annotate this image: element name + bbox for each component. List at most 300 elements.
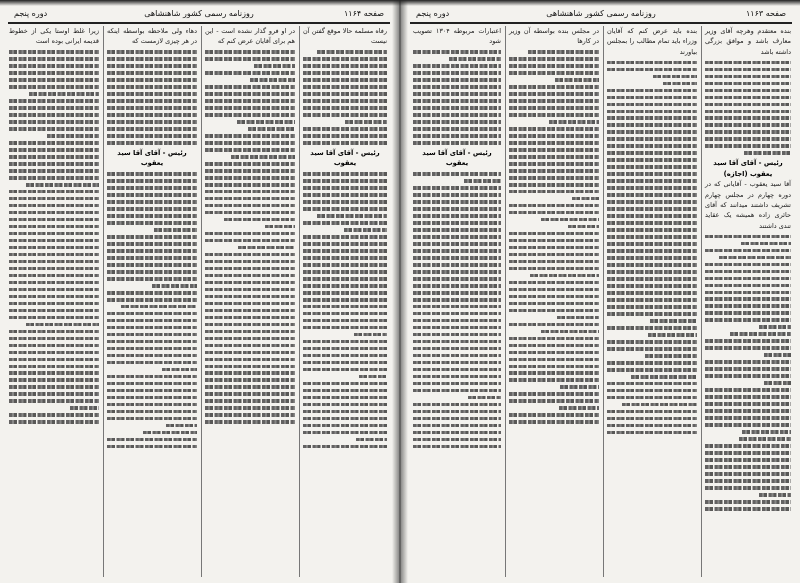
- text-line: [607, 361, 697, 365]
- text-line: [205, 413, 295, 417]
- text-line: [413, 389, 501, 393]
- text-line: [413, 228, 501, 232]
- text-line: [607, 116, 697, 120]
- text-line: [705, 235, 791, 239]
- text-line: [705, 346, 791, 350]
- text-line: [205, 420, 295, 424]
- text-line: [607, 214, 697, 218]
- text-line: [9, 302, 99, 306]
- text-line: [741, 242, 791, 246]
- text-line: [107, 106, 197, 110]
- text-line: [607, 137, 697, 141]
- text-line: [464, 179, 501, 183]
- header-rule: [410, 22, 792, 24]
- text-line: [509, 246, 599, 250]
- text-line: [509, 351, 599, 355]
- text-line: [303, 445, 387, 449]
- text-line: [303, 368, 387, 372]
- text-line: [764, 381, 791, 385]
- text-line: [413, 249, 501, 253]
- text-line: [303, 193, 387, 197]
- text-line: [107, 207, 197, 211]
- text-line: [9, 85, 99, 89]
- text-line: [205, 71, 295, 75]
- text-line: [607, 123, 697, 127]
- text-line: [705, 388, 791, 392]
- text-line: [9, 337, 99, 341]
- text-line: [509, 183, 599, 187]
- text-line: [705, 291, 791, 295]
- text-line: [162, 368, 197, 372]
- text-line: [205, 274, 295, 278]
- text-line: [205, 204, 295, 208]
- text-line: [705, 297, 791, 301]
- text-column: [202, 26, 298, 579]
- text-line: [205, 99, 295, 103]
- text-line: [509, 190, 599, 194]
- text-line: [607, 193, 697, 197]
- text-line: [607, 242, 697, 246]
- text-line: [413, 361, 501, 365]
- text-line: [107, 326, 197, 330]
- text-line: [705, 507, 791, 511]
- newspaper-page-right: [402, 0, 800, 583]
- text-line: [509, 239, 599, 243]
- text-line: [303, 305, 387, 309]
- text-line: [705, 123, 791, 127]
- text-line: [205, 385, 295, 389]
- text-line: [607, 130, 697, 134]
- text-line: [705, 500, 791, 504]
- text-line: [205, 253, 295, 257]
- text-line: [205, 371, 295, 375]
- text-line: [303, 410, 387, 414]
- text-line: [9, 239, 99, 243]
- text-line: [107, 256, 197, 260]
- text-line: [413, 242, 501, 246]
- text-line: [356, 438, 387, 442]
- text-line: [413, 312, 501, 316]
- text-line: [107, 99, 197, 103]
- text-line: [205, 281, 295, 285]
- text-line: [509, 365, 599, 369]
- text-line: [107, 396, 197, 400]
- text-line: [205, 406, 295, 410]
- text-line: [9, 413, 99, 417]
- text-line: [265, 225, 295, 229]
- text-line: [705, 409, 791, 413]
- text-line: [509, 323, 599, 327]
- period-label: دوره پنجم: [14, 9, 48, 18]
- text-line: [107, 263, 197, 267]
- speaker-heading: رئیس - آقای آقا سید یعقوب: [117, 148, 187, 168]
- text-line: [560, 385, 599, 389]
- text-line: [509, 260, 599, 264]
- text-line: [303, 141, 387, 145]
- text-column: [6, 26, 102, 579]
- text-line: [607, 382, 697, 386]
- text-line: [607, 144, 697, 148]
- text-line: [107, 113, 197, 117]
- text-line: [303, 99, 387, 103]
- text-line: [413, 410, 501, 414]
- column-text: رفاه مسلمه حالا موقع گفتن آن نیست: [303, 27, 387, 46]
- text-line: [705, 103, 791, 107]
- text-line: [154, 228, 197, 232]
- text-line: [205, 50, 295, 54]
- text-line: [205, 309, 295, 313]
- text-line: [205, 176, 295, 180]
- text-line: [607, 103, 697, 107]
- text-line: [9, 113, 99, 117]
- text-line: [509, 176, 599, 180]
- text-line: [9, 155, 99, 159]
- text-line: [9, 141, 99, 145]
- text-line: [607, 340, 697, 344]
- text-line: [9, 197, 99, 201]
- newspaper-title: روزنامه رسمی کشور شاهنشاهی: [144, 9, 254, 18]
- text-line: [705, 249, 791, 253]
- text-line: [705, 360, 791, 364]
- text-line: [509, 113, 599, 117]
- text-line: [70, 406, 99, 410]
- text-line: [739, 437, 791, 441]
- text-line: [705, 318, 791, 322]
- text-column: [410, 26, 504, 579]
- text-line: [303, 134, 387, 138]
- text-line: [303, 179, 387, 183]
- text-line: [413, 424, 501, 428]
- newspaper-title: روزنامه رسمی کشور شاهنشاهی: [546, 9, 656, 18]
- text-line: [107, 445, 197, 449]
- text-line: [705, 423, 791, 427]
- text-line: [509, 99, 599, 103]
- text-line: [549, 120, 599, 124]
- text-line: [509, 71, 599, 75]
- text-line: [9, 99, 99, 103]
- text-line: [29, 92, 100, 96]
- text-line: [607, 431, 697, 435]
- text-line: [413, 214, 501, 218]
- text-line: [107, 85, 197, 89]
- text-line: [509, 57, 599, 61]
- text-line: [568, 225, 599, 229]
- text-line: [555, 78, 599, 82]
- text-line: [413, 438, 501, 442]
- text-line: [413, 284, 501, 288]
- text-line: [152, 284, 197, 288]
- text-line: [9, 344, 99, 348]
- text-line: [107, 291, 197, 295]
- text-line: [47, 134, 99, 138]
- text-line: [705, 116, 791, 120]
- text-line: [107, 298, 197, 302]
- column-text: بنده باید عرض کنم که آقایان وزراء باید تمام مطالب را بمجلس بیاورند: [607, 27, 697, 56]
- text-line: [9, 399, 99, 403]
- column-text: اعتبارات مربوطه ۱۳۰۴ تصویب شود: [413, 27, 501, 46]
- text-line: [705, 465, 791, 469]
- text-line: [205, 330, 295, 334]
- text-line: [9, 211, 99, 215]
- text-line: [705, 75, 791, 79]
- text-line: [413, 298, 501, 302]
- text-line: [344, 228, 387, 232]
- text-line: [607, 277, 697, 281]
- text-line: [205, 399, 295, 403]
- text-line: [107, 340, 197, 344]
- text-line: [413, 403, 501, 407]
- text-line: [107, 64, 197, 68]
- text-line: [9, 225, 99, 229]
- text-line: [107, 382, 197, 386]
- text-line: [730, 332, 791, 336]
- text-line: [413, 106, 501, 110]
- text-line: [607, 221, 697, 225]
- text-line: [205, 148, 295, 152]
- text-line: [509, 92, 599, 96]
- text-line: [413, 417, 501, 421]
- text-line: [705, 82, 791, 86]
- text-line: [607, 291, 697, 295]
- text-line: [607, 417, 697, 421]
- text-line: [9, 309, 99, 313]
- text-line: [413, 291, 501, 295]
- text-line: [413, 127, 501, 131]
- speaker-heading: رئیس - آقای آقا سید یعقوب: [310, 148, 380, 168]
- text-line: [9, 288, 99, 292]
- text-line: [413, 99, 501, 103]
- text-line: [413, 382, 501, 386]
- text-line: [205, 113, 295, 117]
- text-line: [719, 256, 791, 260]
- text-line: [205, 92, 295, 96]
- period-label: دوره پنجم: [416, 9, 450, 18]
- text-line: [107, 57, 197, 61]
- text-line: [705, 137, 791, 141]
- page-number: صفحه ۱۱۶۴: [343, 9, 384, 18]
- text-line: [205, 302, 295, 306]
- text-line: [705, 311, 791, 315]
- text-line: [354, 333, 387, 337]
- text-line: [607, 249, 697, 253]
- text-line: [107, 389, 197, 393]
- text-line: [107, 186, 197, 190]
- text-line: [205, 211, 295, 215]
- page-header: [8, 6, 390, 22]
- text-line: [107, 78, 197, 82]
- text-line: [205, 267, 295, 271]
- text-line: [509, 399, 599, 403]
- newspaper-page-left: [0, 0, 398, 583]
- text-line: [26, 183, 99, 187]
- text-line: [9, 78, 99, 82]
- text-line: [205, 323, 295, 327]
- text-line: [607, 200, 697, 204]
- text-line: [509, 392, 599, 396]
- speaker-heading: رئیس - آقای آقا سید یعقوب (اجازه): [713, 159, 783, 178]
- text-line: [9, 253, 99, 257]
- text-line: [303, 284, 387, 288]
- text-line: [705, 402, 791, 406]
- text-line: [205, 134, 295, 138]
- text-line: [607, 235, 697, 239]
- text-line: [705, 444, 791, 448]
- text-line: [9, 330, 99, 334]
- text-line: [26, 323, 99, 327]
- text-line: [413, 368, 501, 372]
- text-line: [317, 50, 387, 54]
- text-line: [607, 396, 697, 400]
- text-line: [413, 277, 501, 281]
- text-line: [509, 253, 599, 257]
- text-line: [705, 339, 791, 343]
- text-line: [742, 430, 791, 434]
- text-line: [9, 71, 99, 75]
- speech-paragraph: آقا سید یعقوب - آقایانی که در دوره چهارم در مجلس چهارم تشریف داشتند میدانند که آقای حائری زاده همیشه یک عقاید تندی داشتند: [705, 180, 791, 230]
- text-line: [413, 375, 501, 379]
- text-line: [607, 207, 697, 211]
- text-line: [205, 169, 295, 173]
- text-line: [705, 416, 791, 420]
- text-line: [303, 382, 387, 386]
- text-column: [702, 26, 794, 579]
- text-line: [9, 378, 99, 382]
- text-line: [653, 75, 697, 79]
- text-line: [705, 304, 791, 308]
- text-line: [303, 127, 387, 131]
- column-text: بنده معتقدم وهرچه آقای وزیر معارف باشد و موافق بزرگی داشته باشد: [705, 27, 791, 56]
- text-line: [9, 148, 99, 152]
- text-line: [303, 417, 387, 421]
- text-line: [509, 302, 599, 306]
- text-line: [572, 197, 599, 201]
- text-line: [607, 389, 697, 393]
- text-line: [449, 57, 501, 61]
- text-line: [107, 214, 197, 218]
- text-line: [559, 406, 599, 410]
- text-line: [541, 330, 599, 334]
- text-line: [9, 162, 99, 166]
- text-line: [413, 120, 501, 124]
- text-line: [509, 169, 599, 173]
- text-line: [205, 141, 295, 145]
- text-line: [303, 403, 387, 407]
- text-line: [607, 110, 697, 114]
- text-line: [413, 141, 501, 145]
- text-line: [509, 148, 599, 152]
- text-line: [107, 319, 197, 323]
- text-line: [509, 106, 599, 110]
- text-line: [413, 92, 501, 96]
- text-line: [705, 89, 791, 93]
- text-line: [107, 200, 197, 204]
- text-line: [607, 368, 697, 372]
- text-line: [413, 319, 501, 323]
- text-line: [648, 333, 697, 337]
- text-line: [631, 375, 697, 379]
- text-line: [107, 71, 197, 75]
- text-line: [705, 61, 791, 65]
- text-line: [413, 347, 501, 351]
- text-line: [254, 64, 295, 68]
- text-line: [557, 316, 599, 320]
- text-line: [509, 288, 599, 292]
- text-line: [9, 351, 99, 355]
- text-line: [9, 246, 99, 250]
- text-line: [413, 50, 501, 54]
- text-line: [705, 395, 791, 399]
- text-line: [705, 68, 791, 72]
- text-line: [317, 214, 387, 218]
- text-line: [9, 176, 99, 180]
- text-line: [9, 127, 99, 131]
- text-line: [509, 281, 599, 285]
- text-line: [413, 134, 501, 138]
- column-text: زیرا غلط اوستا یکی از خطوط قدیمه ایرانی بوده است: [9, 27, 99, 46]
- text-line: [303, 298, 387, 302]
- text-line: [303, 340, 387, 344]
- text-line: [607, 158, 697, 162]
- text-line: [205, 288, 295, 292]
- text-line: [303, 389, 387, 393]
- text-line: [9, 57, 99, 61]
- speaker-heading: رئیس - آقای آقا سید یعقوب: [422, 148, 492, 168]
- text-line: [705, 472, 791, 476]
- text-line: [9, 385, 99, 389]
- text-line: [303, 277, 387, 281]
- text-line: [622, 403, 697, 407]
- text-line: [9, 260, 99, 264]
- text-line: [509, 127, 599, 131]
- text-line: [205, 239, 295, 243]
- text-line: [705, 96, 791, 100]
- text-line: [303, 235, 387, 239]
- text-line: [303, 92, 387, 96]
- text-line: [107, 277, 197, 281]
- text-line: [645, 354, 697, 358]
- text-line: [303, 242, 387, 246]
- text-line: [413, 445, 501, 449]
- text-line: [205, 162, 295, 166]
- text-line: [107, 403, 197, 407]
- text-line: [303, 312, 387, 316]
- text-line: [107, 375, 197, 379]
- text-column: [506, 26, 602, 579]
- text-line: [413, 333, 501, 337]
- text-line: [509, 232, 599, 236]
- text-line: [107, 179, 197, 183]
- text-line: [303, 424, 387, 428]
- text-line: [205, 365, 295, 369]
- text-line: [607, 151, 697, 155]
- text-line: [303, 85, 387, 89]
- text-line: [413, 85, 501, 89]
- text-line: [107, 361, 197, 365]
- text-line: [205, 57, 295, 61]
- text-line: [413, 235, 501, 239]
- text-line: [413, 354, 501, 358]
- text-line: [413, 431, 501, 435]
- text-line: [413, 221, 501, 225]
- text-line: [607, 165, 697, 169]
- text-line: [303, 326, 387, 330]
- text-line: [107, 193, 197, 197]
- text-line: [705, 270, 791, 274]
- text-line: [509, 162, 599, 166]
- text-line: [205, 337, 295, 341]
- text-line: [705, 263, 791, 267]
- text-line: [607, 179, 697, 183]
